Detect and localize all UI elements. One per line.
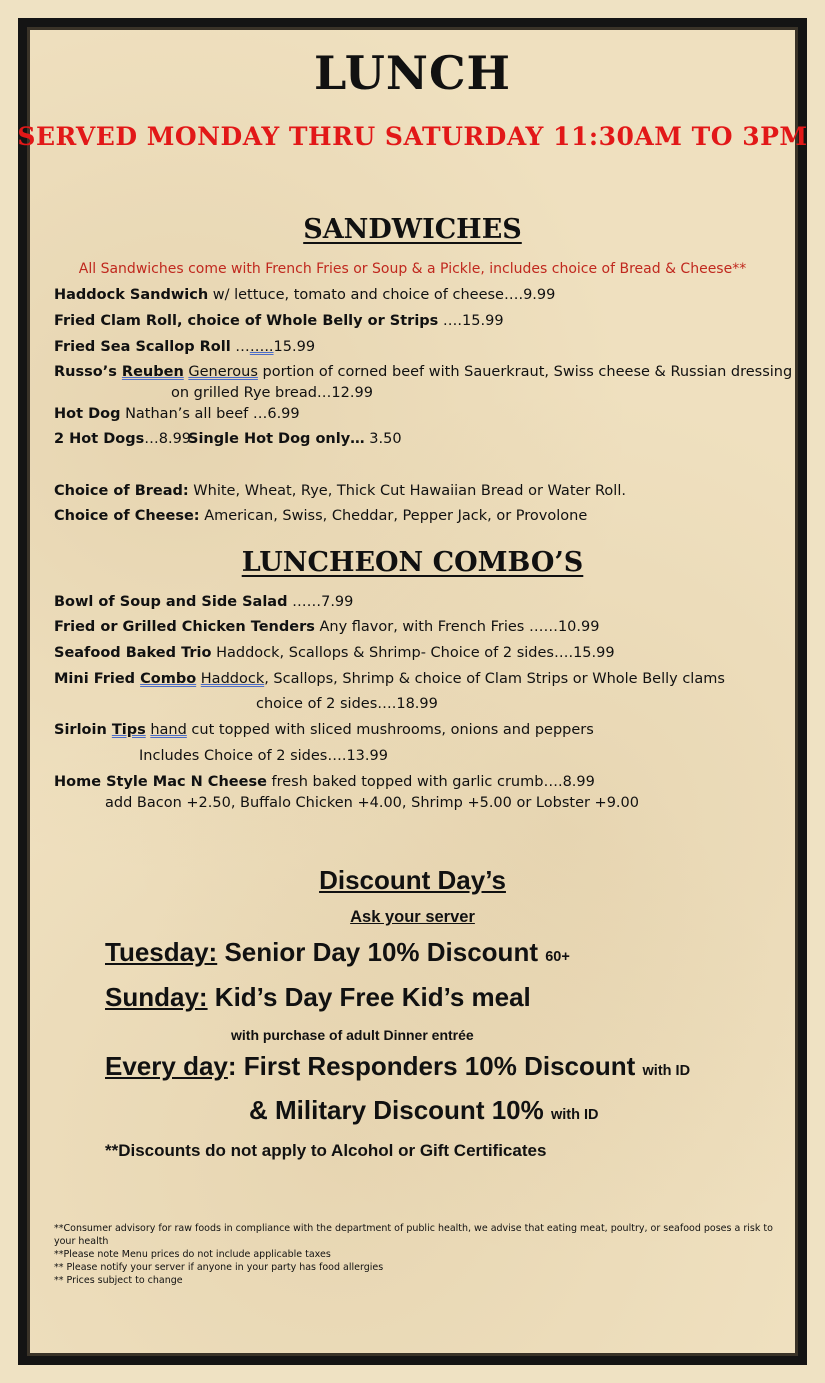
- menu-item: [54, 287, 555, 303]
- advisory-line: **Consumer advisory for raw foods in compliance with the department of public health, we advise that eating meat, poultry, or seafood poses a risk to your health: [54, 1223, 773, 1247]
- item-name: Fried Clam Roll, choice of Whole Belly or Strips: [54, 313, 439, 329]
- bread-options: White, Wheat, Rye, Thick Cut Hawaiian Bread or Water Roll.: [188, 483, 626, 499]
- item-desc: ……7.99: [287, 594, 354, 610]
- menu-item: [54, 645, 615, 661]
- item-desc: Haddock: [200, 671, 265, 687]
- discounts-subheading: Ask your server: [350, 908, 475, 926]
- day-label: Tuesday:: [105, 937, 218, 967]
- item-name: Mini Fried: [54, 671, 141, 687]
- page-title: LUNCH: [313, 46, 512, 100]
- combos-heading: LUNCHEON COMBO’S: [241, 547, 584, 578]
- item-desc: portion of corned beef with Sauerkraut, Swiss cheese & Russian dressing: [257, 364, 793, 380]
- discount-sunday: [105, 982, 531, 1013]
- advisory-line: ** Prices subject to change: [54, 1275, 183, 1286]
- item-desc-line2: on grilled Rye bread…12.99: [171, 385, 373, 401]
- discount-qualifier: with ID: [642, 1063, 691, 1079]
- sandwiches-note: All Sandwiches come with French Fries or Soup & a Pickle, includes choice of Bread & Cheese**: [78, 261, 747, 277]
- item-desc: 3.50: [364, 431, 402, 447]
- item-name: Tips: [111, 722, 146, 738]
- item-desc: Any flavor, with French Fries ……10.99: [314, 619, 600, 635]
- item-name: Haddock Sandwich: [54, 287, 209, 303]
- menu-item: [54, 671, 725, 687]
- discount-tuesday: [105, 937, 570, 968]
- menu-item: [54, 722, 594, 738]
- item-name: Sirloin: [54, 722, 112, 738]
- service-hours: SERVED MONDAY THRU SATURDAY 11:30AM TO 3PM: [17, 122, 808, 151]
- item-desc: hand: [150, 722, 187, 738]
- menu-item: [54, 594, 353, 610]
- item-name: 2 Hot Dogs: [54, 431, 145, 447]
- advisory-line: ** Please notify your server if anyone in your party has food allergies: [54, 1262, 384, 1273]
- menu-item: [54, 313, 504, 329]
- sandwiches-heading: SANDWICHES: [303, 214, 522, 245]
- item-desc: Nathan’s all beef …6.99: [120, 406, 300, 422]
- discounts-heading: Discount Day’s: [319, 865, 506, 895]
- item-name: Bowl of Soup and Side Salad: [54, 594, 288, 610]
- item-desc-line2: Includes Choice of 2 sides….13.99: [139, 748, 388, 764]
- discount-text: Kid’s Day Free Kid’s meal: [207, 982, 531, 1012]
- item-name: Reuben: [121, 364, 184, 380]
- discount-qualifier: with ID: [550, 1107, 599, 1123]
- fine-print: [54, 1222, 774, 1287]
- item-name: Fried or Grilled Chicken Tenders: [54, 619, 315, 635]
- cheese-options: American, Swiss, Cheddar, Pepper Jack, or Provolone: [199, 508, 588, 524]
- discount-everyday: [105, 1051, 690, 1082]
- item-name: Home Style Mac N Cheese: [54, 774, 267, 790]
- discount-text: : First Responders 10% Discount: [227, 1051, 643, 1081]
- discount-qualifier: 60+: [545, 949, 570, 965]
- item-name: Single Hot Dog only…: [188, 431, 365, 447]
- item-name: Hot Dog: [54, 406, 121, 422]
- menu-item: [54, 431, 191, 447]
- menu-item: [54, 406, 300, 422]
- discount-text: & Military Discount 10%: [249, 1095, 551, 1125]
- item-desc: …: [230, 339, 250, 355]
- menu-item: [54, 619, 599, 635]
- menu-item: [188, 431, 402, 447]
- advisory-line: **Please note Menu prices do not include applicable taxes: [54, 1249, 331, 1260]
- item-desc: Generous: [188, 364, 258, 380]
- item-desc: …..: [249, 339, 274, 355]
- cheese-label: Choice of Cheese:: [54, 508, 200, 524]
- menu-item: [54, 364, 792, 380]
- day-label: Sunday:: [105, 982, 208, 1012]
- item-desc: …8.99: [144, 431, 192, 447]
- item-price: 15.99: [273, 339, 316, 355]
- discount-military: [249, 1095, 599, 1126]
- sunday-condition: with purchase of adult Dinner entrée: [231, 1027, 474, 1043]
- item-name: Russo’s: [54, 364, 122, 380]
- bread-label: Choice of Bread:: [54, 483, 189, 499]
- bread-choice: [54, 483, 626, 499]
- discount-exclusion: **Discounts do not apply to Alcohol or Gift Certificates: [105, 1141, 547, 1160]
- cheese-choice: [54, 508, 587, 524]
- item-desc: fresh baked topped with garlic crumb….8.99: [266, 774, 595, 790]
- menu-item: [54, 774, 595, 790]
- item-desc: cut topped with sliced mushrooms, onions and peppers: [186, 722, 594, 738]
- item-desc: ….15.99: [438, 313, 504, 329]
- item-desc: Haddock, Scallops & Shrimp- Choice of 2 sides….15.99: [211, 645, 615, 661]
- discount-text: Senior Day 10% Discount: [217, 937, 546, 967]
- item-desc: , Scallops, Shrimp & choice of Clam Strips or Whole Belly clams: [264, 671, 725, 687]
- item-name: Combo: [140, 671, 197, 687]
- item-name: Seafood Baked Trio: [54, 645, 212, 661]
- day-label: Every day: [105, 1051, 228, 1081]
- item-desc: w/ lettuce, tomato and choice of cheese….9.99: [208, 287, 556, 303]
- menu-item: [54, 339, 315, 355]
- item-name: Fried Sea Scallop Roll: [54, 339, 231, 355]
- item-desc-line2: add Bacon +2.50, Buffalo Chicken +4.00, Shrimp +5.00 or Lobster +9.00: [105, 795, 639, 811]
- item-desc-line2: choice of 2 sides….18.99: [256, 696, 438, 712]
